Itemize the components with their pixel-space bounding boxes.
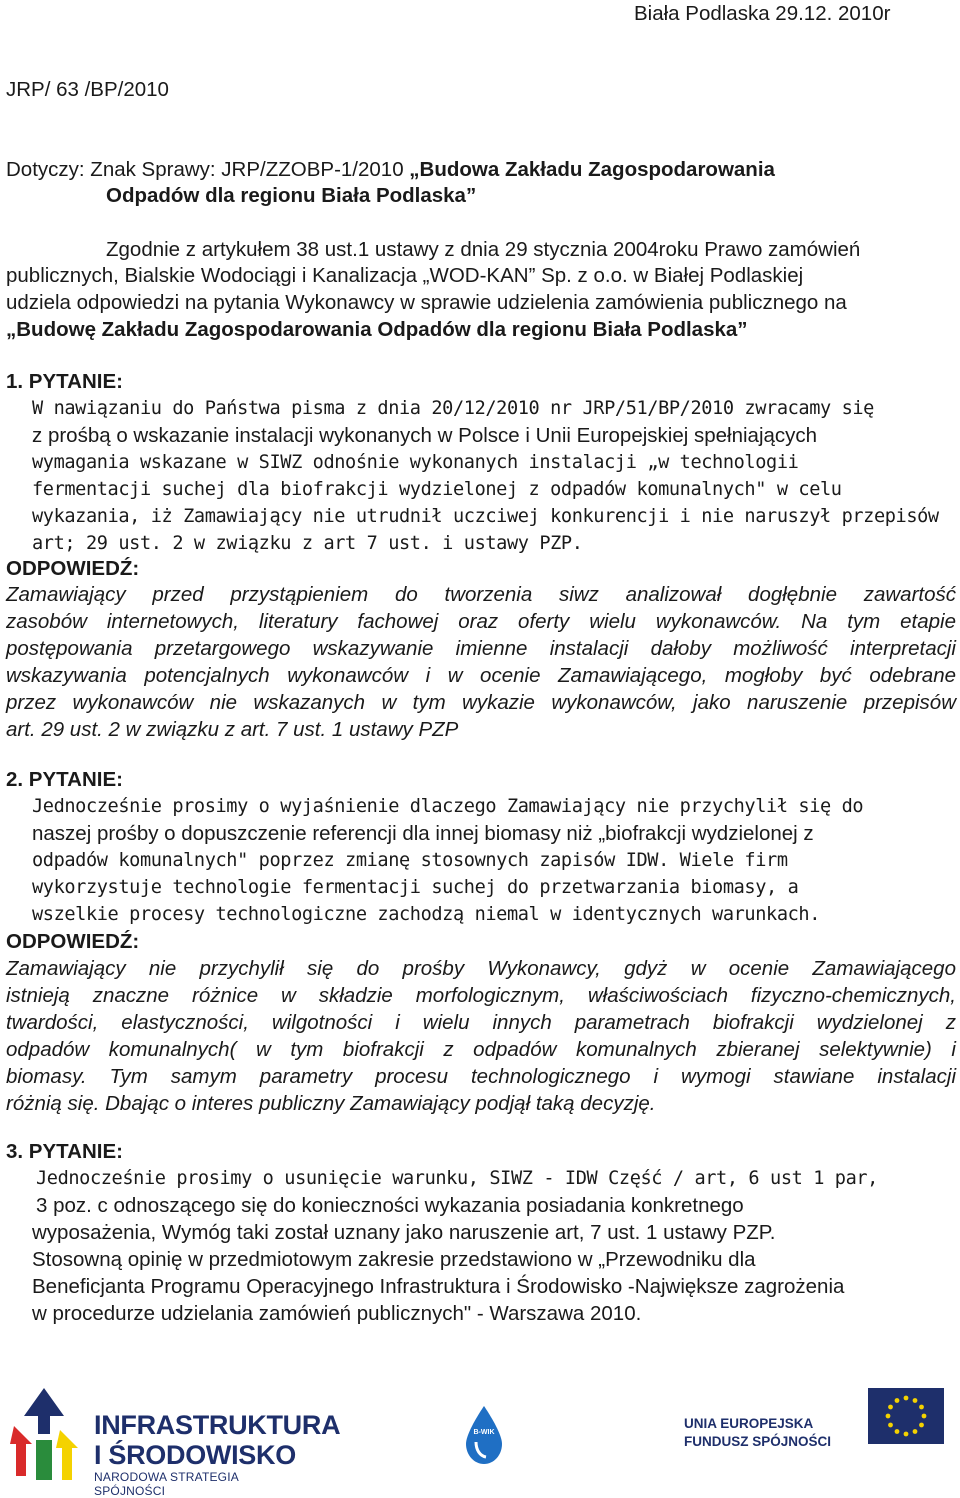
subject-line-1 — [6, 156, 775, 183]
question-2-line: naszej prośby o dopuszczenie referencji dla innej biomasy niż „biofrakcji wydzielonej z — [32, 822, 814, 845]
question-3-heading: 3. PYTANIE: — [6, 1140, 123, 1163]
intro-line-4: „Budowę Zakładu Zagospodarowania Odpadów dla regionu Biała Podlaska” — [6, 318, 748, 341]
question-1-line: fermentacji suchej dla biofrakcji wydzielonej z odpadów komunalnych" w celu — [32, 479, 842, 500]
question-1-line: wymagania wskazane w SIWZ odnośnie wykonanych instalacji „w technologii — [32, 452, 799, 473]
question-1-line: z prośbą o wskazanie instalacji wykonanych w Polsce i Unii Europejskiej spełniających — [32, 424, 818, 447]
answer-2-line: Zamawiający nie przychylił się do prośby Wykonawcy, gdyż w ocenie Zamawiającego — [6, 957, 956, 980]
subject-title-part-1: „Budowa Zakładu Zagospodarowania — [409, 158, 775, 181]
drop-logo-text: B-WIK — [473, 1429, 495, 1436]
question-3-line: Jednocześnie prosimy o usunięcie warunku, SIWZ - IDW Część / art, 6 ust 1 par, — [36, 1168, 878, 1189]
question-3-line: Beneficjanta Programu Operacyjnego Infrastruktura i Środowisko -Największe zagrożenia — [32, 1275, 845, 1298]
answer-1-line: postępowania przetargowego wskazywanie imienne instalacji dałoby możliwość interpretacji — [6, 637, 956, 660]
answer-2-line: biomasy. Tym samym parametry procesu technologicznego i wymogi stawiane instalacji — [6, 1065, 956, 1088]
intro-line-3: udziela odpowiedzi na pytania Wykonawcy w sprawie udzielenia zamówienia publicznego na — [6, 291, 847, 314]
question-1-heading: 1. PYTANIE: — [6, 370, 123, 393]
reference-number: JRP/ 63 /BP/2010 — [6, 78, 169, 101]
eu-flag-icon — [868, 1388, 944, 1444]
ie-logo-line-1: INFRASTRUKTURA — [94, 1410, 341, 1440]
answer-1-heading: ODPOWIEDŹ: — [6, 557, 140, 580]
answer-1-line: wskazywania potencjalnych wykonawców i w ocenie Zamawiającego, mogłoby być odebrane — [6, 664, 956, 687]
question-2-line: wykorzystuje technologie fermentacji suchej do przetwarzania biomasy, a — [32, 877, 799, 898]
ie-logo-line-3: NARODOWA STRATEGIA SPÓJNOŚCI — [94, 1470, 239, 1498]
question-3-line: wyposażenia, Wymóg taki został uznany jako naruszenie art, 7 ust. 1 ustawy PZP. — [32, 1221, 776, 1244]
question-2-line: odpadów komunalnych" poprzez zmianę stosownych zapisów IDW. Wiele firm — [32, 850, 788, 871]
question-2-line: Jednocześnie prosimy o wyjaśnienie dlaczego Zamawiający nie przychylił się do — [32, 796, 864, 817]
water-drop-logo-icon — [462, 1404, 506, 1466]
question-1-line: wykazania, iż Zamawiający nie utrudnił uczciwej konkurencji i nie naruszył przepisów — [32, 506, 939, 527]
footer-logos — [0, 1380, 960, 1498]
answer-1-line: zasobów internetowych, literatury fachowej oraz oferty wielu wykonawców. Na tym etapie — [6, 610, 956, 633]
question-3-line: 3 poz. c odnoszącego się do konieczności wykazania posiadania konkretnego — [36, 1194, 744, 1217]
infrastruktura-logo-mark-icon — [10, 1386, 78, 1482]
subject-title-part-2: Odpadów dla regionu Biała Podlaska” — [106, 184, 477, 207]
answer-2-line: istnieją znaczne różnice w składzie morfologicznym, właściwościach fizyczno-chemicznych, — [6, 984, 956, 1007]
question-1-line: W nawiązaniu do Państwa pisma z dnia 20/12/2010 nr JRP/51/BP/2010 zwracamy się — [32, 398, 874, 419]
intro-line-1: Zgodnie z artykułem 38 ust.1 ustawy z dnia 29 stycznia 2004roku Prawo zamówień — [106, 238, 861, 261]
question-3-line: Stosowną opinię w przedmiotowym zakresie przedstawiono w „Przewodniku dla — [32, 1248, 756, 1271]
infrastruktura-srodowisko-logo — [10, 1382, 341, 1498]
question-3-line: w procedurze udzielania zamówień publicznych" - Warszawa 2010. — [32, 1302, 642, 1325]
question-1-line: art; 29 ust. 2 w związku z art 7 ust. i ustawy PZP. — [32, 533, 583, 554]
eu-logo-line-1: UNIA EUROPEJSKA — [684, 1416, 814, 1431]
place-date: Biała Podlaska 29.12. 2010r — [634, 2, 891, 25]
ie-logo-line-2: I ŚRODOWISKO — [94, 1440, 296, 1470]
answer-2-line: różnią się. Dbając o interes publiczny Zamawiający podjął taką decyzję. — [6, 1092, 656, 1115]
intro-line-2: publicznych, Bialskie Wodociągi i Kanalizacja „WOD-KAN” Sp. z o.o. w Białej Podlaskiej — [6, 264, 804, 287]
question-2-line: wszelkie procesy technologiczne zachodzą niemal w identycznych warunkach. — [32, 904, 820, 925]
question-2-heading: 2. PYTANIE: — [6, 768, 123, 791]
eu-logo-line-2: FUNDUSZ SPÓJNOŚCI — [684, 1434, 832, 1449]
answer-1-line: art. 29 ust. 2 w związku z art. 7 ust. 1 ustawy PZP — [6, 718, 459, 741]
answer-2-line: odpadów komunalnych( w tym biofrakcji z odpadów komunalnych zbieranej selektywnie) i — [6, 1038, 956, 1061]
subject-prefix: Dotyczy: Znak Sprawy: JRP/ZZOBP-1/2010 — [6, 158, 410, 181]
answer-1-line: Zamawiający przed przystąpieniem do tworzenia siwz analizował dogłębnie zawartość — [6, 583, 956, 606]
eu-cohesion-fund-logo — [684, 1388, 944, 1484]
answer-1-line: przez wykonawców nie wskazanych w tym wykazie wykonawców, jako naruszenie przepisów — [6, 691, 956, 714]
answer-2-line: twardości, elastyczności, wilgotności i wielu innych parametrach biofrakcji wydzielonej z — [6, 1011, 956, 1034]
answer-2-heading: ODPOWIEDŹ: — [6, 930, 140, 953]
